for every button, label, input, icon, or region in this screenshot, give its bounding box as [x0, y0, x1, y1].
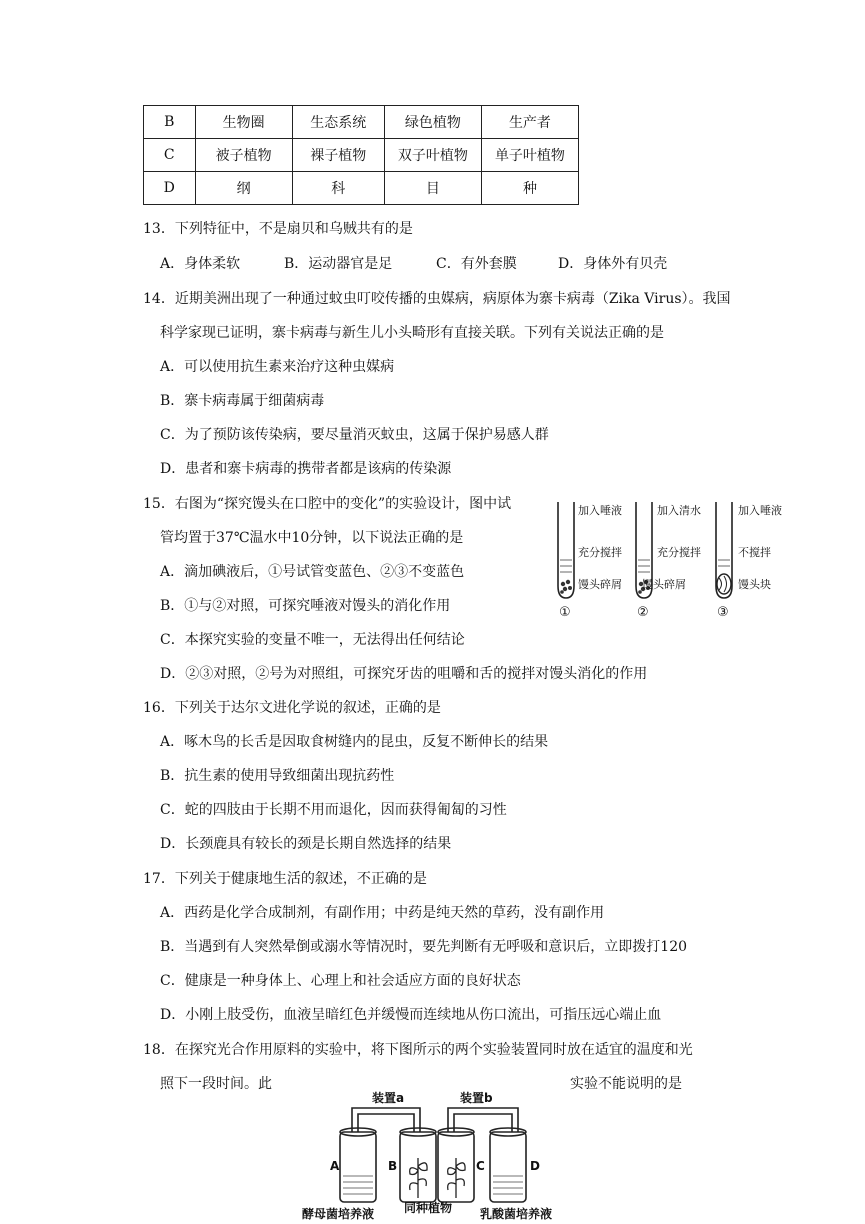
tube2-label-3: 馒头碎屑	[642, 578, 686, 591]
question-17-option-c: C．健康是一种身体上、心理上和社会适应方面的良好状态	[160, 973, 521, 989]
question-14-stem-line2: 科学家现已证明，寨卡病毒与新生儿小头畸形有直接关联。下列有关说法正确的是	[160, 325, 664, 341]
question-16-option-d: D．长颈鹿具有较长的颈是长期自然选择的结果	[160, 836, 452, 852]
question-16-option-b: B．抗生素的使用导致细菌出现抗药性	[160, 768, 395, 784]
option-b: B．运动器官是足	[284, 256, 393, 272]
tube2-label-1: 加入清水	[657, 504, 701, 517]
tube1-label-3: 馒头碎屑	[578, 578, 622, 591]
question-17-stem: 17．下列关于健康地生活的叙述，不正确的是	[143, 871, 427, 887]
tube3-label-2: 不搅拌	[738, 546, 771, 559]
question-15-option-d: D．②③对照，②号为对照组，可探究牙齿的咀嚼和舌的搅拌对馒头消化的作用	[160, 666, 648, 682]
table-cell: 生态系统	[292, 106, 384, 139]
tube1-label-1: 加入唾液	[578, 504, 622, 517]
tube1-label-2: 充分搅拌	[578, 546, 622, 559]
question-18-stem-line2a: 照下一段时间。此	[160, 1076, 272, 1092]
option-c: C．有外套膜	[436, 256, 517, 272]
table-row	[144, 106, 579, 139]
question-18-stem-line1: 18．在探究光合作用原料的实验中，将下图所示的两个实验装置同时放在适宜的温度和光	[143, 1042, 693, 1058]
question-17-option-d: D．小刚上肢受伤，血液呈暗红色并缓慢而连续地从伤口流出，可指压远心端止血	[160, 1007, 662, 1023]
question-15-stem-line1: 15．右图为“探究馒头在口腔中的变化”的实验设计，图中试	[143, 496, 512, 512]
test-tube-figure	[548, 494, 788, 624]
steamed-bun-block	[717, 574, 731, 594]
table-cell: 生物圈	[195, 106, 292, 139]
caption-yeast: 酵母菌培养液	[302, 1207, 375, 1221]
table-cell: D	[144, 172, 196, 205]
jar-d	[490, 1132, 526, 1202]
option-a: A．身体柔软	[160, 256, 241, 272]
table-row	[144, 139, 579, 172]
tube-number-1: ①	[559, 605, 571, 620]
test-tube-1	[558, 502, 574, 598]
device-b-label: 装置b	[460, 1091, 493, 1105]
question-18-stem-line2b: 实验不能说明的是	[570, 1076, 682, 1092]
letter-a: A	[330, 1159, 340, 1173]
table-cell: 被子植物	[195, 139, 292, 172]
question-17-option-b: B．当遇到有人突然晕倒或溺水等情况时，要先判断有无呼吸和意识后，立即拨打120	[160, 939, 688, 955]
tube-number-2: ②	[637, 605, 649, 620]
device-a-label: 装置a	[372, 1091, 405, 1105]
question-15-stem-line2: 管均置于37℃温水中10分钟，以下说法正确的是	[160, 530, 464, 546]
letter-d: D	[530, 1159, 540, 1173]
question-14-option-a: A．可以使用抗生素来治疗这种虫媒病	[160, 359, 395, 375]
question-15-option-c: C．本探究实验的变量不唯一，无法得出任何结论	[160, 632, 465, 648]
tube3-label-3: 馒头块	[738, 578, 771, 591]
table-cell: 双子叶植物	[384, 139, 481, 172]
question-16-option-a: A．啄木鸟的长舌是因取食树缝内的昆虫，反复不断伸长的结果	[160, 734, 549, 750]
table-cell: 目	[384, 172, 481, 205]
question-17-option-a: A．西药是化学合成制剂，有副作用；中药是纯天然的草药，没有副作用	[160, 905, 605, 921]
option-d: D．身体外有贝壳	[558, 256, 668, 272]
question-15-option-b: B．①与②对照，可探究唾液对馒头的消化作用	[160, 598, 451, 614]
tube3-label-1: 加入唾液	[738, 504, 782, 517]
question-13-options	[160, 254, 667, 274]
table-cell: 裸子植物	[292, 139, 384, 172]
caption-lactobacillus: 乳酸菌培养液	[480, 1207, 553, 1221]
table-cell: 科	[292, 172, 384, 205]
table-cell: C	[144, 139, 196, 172]
caption-plant: 同种植物	[404, 1201, 453, 1215]
question-14-option-b: B．寨卡病毒属于细菌病毒	[160, 393, 325, 409]
table-cell: 单子叶植物	[481, 139, 578, 172]
table-row	[144, 172, 579, 205]
tube2-label-2: 充分搅拌	[657, 546, 701, 559]
photosynthesis-apparatus-figure	[300, 1088, 562, 1224]
jar-a	[340, 1132, 376, 1202]
table-cell: B	[144, 106, 196, 139]
tube-number-3: ③	[717, 605, 729, 620]
question-16-stem: 16．下列关于达尔文进化学说的叙述，正确的是	[143, 700, 441, 716]
question-16-option-c: C．蛇的四肢由于长期不用而退化，因而获得匍匐的习性	[160, 802, 507, 818]
table-cell: 绿色植物	[384, 106, 481, 139]
question-14-option-d: D．患者和寨卡病毒的携带者都是该病的传染源	[160, 461, 452, 477]
letter-c: C	[476, 1159, 485, 1173]
classification-table	[143, 105, 579, 205]
table-cell: 生产者	[481, 106, 578, 139]
table-cell: 种	[481, 172, 578, 205]
question-14-stem-line1: 14．近期美洲出现了一种通过蚊虫叮咬传播的虫媒病，病原体为寨卡病毒（Zika Virus）。我国	[143, 291, 731, 307]
table-cell: 纲	[195, 172, 292, 205]
question-14-option-c: C．为了预防该传染病，要尽量消灭蚊虫，这属于保护易感人群	[160, 427, 549, 443]
question-13-stem: 13．下列特征中，不是扇贝和乌贼共有的是	[143, 221, 413, 237]
letter-b: B	[388, 1159, 398, 1173]
question-15-option-a: A．滴加碘液后，①号试管变蓝色、②③不变蓝色	[160, 564, 465, 580]
